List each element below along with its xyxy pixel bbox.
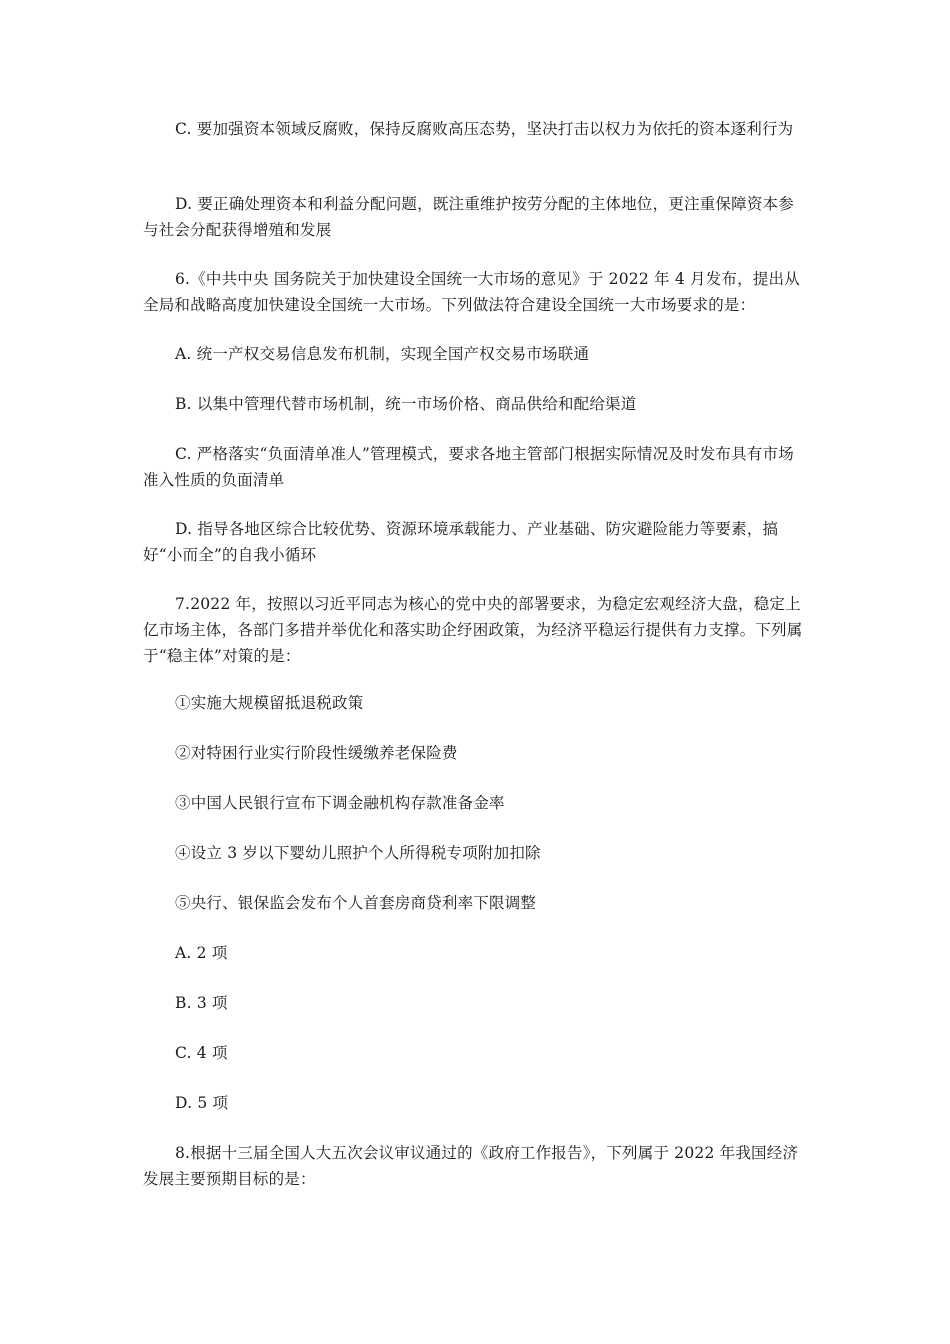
question-6: 6.《中共中央 国务院关于加快建设全国统一大市场的意见》于 2022 年 4 月发布，提出从全局和战略高度加快建设全国统一大市场。下列做法符合建设全国统一大市场要求的是：	[143, 270, 800, 314]
option-7b: B. 3 项	[175, 994, 228, 1012]
option-5d: D. 要正确处理资本和利益分配问题，既注重维护按劳分配的主体地位，更注重保障资本参与社会分配获得增殖和发展	[143, 195, 794, 239]
option-6a: A. 统一产权交易信息发布机制，实现全国产权交易市场联通	[175, 345, 590, 363]
question-8: 8.根据十三届全国人大五次会议审议通过的《政府工作报告》，下列属于 2022 年我国经济发展主要预期目标的是：	[143, 1144, 799, 1188]
option-7a: A. 2 项	[175, 944, 228, 962]
option-7d: D. 5 项	[175, 1094, 229, 1112]
option-6b: B. 以集中管理代替市场机制，统一市场价格、商品供给和配给渠道	[175, 395, 637, 413]
item-7-4: ④设立 3 岁以下婴幼儿照护个人所得税专项附加扣除	[175, 844, 541, 862]
question-7: 7.2022 年，按照以习近平同志为核心的党中央的部署要求，为稳定宏观经济大盘，稳定上亿市场主体，各部门多措并举优化和落实助企纾困政策，为经济平稳运行提供有力支撑。下列属于“稳主体”对策的是：	[143, 595, 803, 665]
item-7-1: ①实施大规模留抵退税政策	[175, 694, 364, 712]
option-5c: C. 要加强资本领域反腐败，保持反腐败高压态势，坚决打击以权力为依托的资本逐利行为	[175, 120, 794, 138]
item-7-2: ②对特困行业实行阶段性缓缴养老保险费	[175, 744, 458, 762]
option-6c: C. 严格落实“负面清单准人”管理模式，要求各地主管部门根据实际情况及时发布具有市场准入性质的负面清单	[143, 445, 794, 489]
option-6d: D. 指导各地区综合比较优势、资源环境承载能力、产业基础、防灾避险能力等要素，搞好“小而全”的自我小循环	[143, 520, 779, 564]
item-7-5: ⑤央行、银保监会发布个人首套房商贷利率下限调整	[175, 894, 537, 912]
option-7c: C. 4 项	[175, 1044, 228, 1062]
item-7-3: ③中国人民银行宣布下调金融机构存款准备金率	[175, 794, 505, 812]
